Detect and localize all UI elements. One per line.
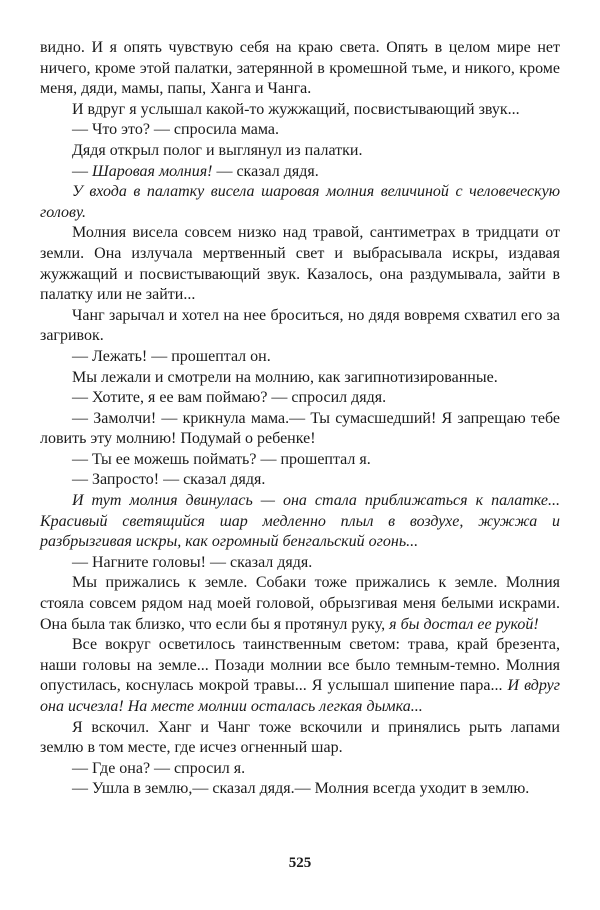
text-run: — Ушла в землю,— сказал дядя.— Молния всегда уходит в землю. — [72, 780, 530, 798]
paragraph — [40, 120, 560, 141]
page-number: 525 — [288, 855, 312, 871]
paragraph — [40, 553, 560, 574]
paragraph — [40, 141, 560, 162]
text-run: — Замолчи! — крикнула мама.— Ты сумасшедший! Я запрещаю тебе ловить эту молнию! Подумай о ребенке! — [40, 409, 560, 448]
text-run: — Нагните головы! — сказал дядя. — [72, 553, 313, 571]
paragraph — [40, 409, 560, 450]
paragraph — [40, 347, 560, 368]
paragraph — [40, 368, 560, 389]
paragraph — [40, 306, 560, 347]
paragraph — [40, 100, 560, 121]
text-run: Мы лежали и смотрели на молнию, как загипнотизированные. — [72, 368, 498, 386]
paragraph — [40, 38, 560, 100]
text-run: — сказал дядя. — [212, 162, 319, 180]
text-run: Мы прижались к земле. Собаки тоже прижались к земле. Молния стояла совсем рядом над моей головой, обрызгивая меня белыми искрами. Она была так близко, что если бы я протянул руку, — [40, 574, 560, 633]
page-body — [40, 38, 560, 800]
italic-text-run: У входа в палатку висела шаровая молния величиной с человеческую голову. — [40, 183, 560, 221]
paragraph — [40, 223, 560, 305]
text-run: — Запросто! — сказал дядя. — [72, 471, 266, 489]
italic-text-run: И вдруг она исчезла! На месте молнии осталась легкая дымка... — [40, 677, 560, 715]
paragraph — [40, 759, 560, 780]
text-run: видно. И я опять чувствую себя на краю света. Опять в целом мире нет ничего, кроме этой палатки, затерянной в кромешной тьме, и никого, кроме меня, дяди, мамы, папы, Ханга и Чанга. — [40, 39, 560, 98]
text-run: — — [72, 162, 92, 180]
paragraph — [40, 450, 560, 471]
text-run: — Лежать! — прошептал он. — [72, 347, 271, 365]
text-run: — Хотите, я ее вам поймаю? — спросил дядя. — [72, 389, 387, 407]
italic-text-run: я бы достал ее рукой! — [389, 615, 539, 633]
paragraph — [40, 573, 560, 635]
text-run: Я вскочил. Ханг и Чанг тоже вскочили и принялись рыть лапами землю в том месте, где исчез огненный шар. — [40, 718, 560, 757]
text-run: Чанг зарычал и хотел на нее броситься, но дядя вовремя схватил его за загривок. — [40, 306, 560, 345]
paragraph — [40, 388, 560, 409]
paragraph — [40, 470, 560, 491]
text-run: Все вокруг осветилось таинственным светом: трава, край брезента, наши головы на земле... Позади молнии все было темным-темно. Молния опустилась, коснулась мокрой травы... Я услышал шипение пара... — [40, 636, 560, 695]
text-run: — Что это? — спросила мама. — [72, 121, 279, 139]
paragraph — [40, 718, 560, 759]
text-run: — Где она? — спросил я. — [72, 759, 246, 777]
text-run: Молния висела совсем низко над травой, сантиметрах в тридцати от земли. Она излучала мертвенный свет и выбрасывала искры, издавая жужжащий и посвистывающий звук. Казалось, она раздумывала, зайти в палатку или не зайти... — [40, 224, 560, 304]
paragraph — [40, 779, 560, 800]
paragraph — [40, 491, 560, 553]
paragraph — [40, 162, 560, 183]
paragraph — [40, 182, 560, 223]
paragraph — [40, 635, 560, 717]
text-run: — Ты ее можешь поймать? — прошептал я. — [72, 450, 371, 468]
text-run: Дядя открыл полог и выглянул из палатки. — [72, 141, 363, 159]
italic-text-run: И тут молния двинулась — она стала приближаться к палатке... Красивый светящийся шар медленно плыл в воздухе, жужжа и разбрызгивая искры, как огромный бенгальский огонь... — [40, 492, 560, 551]
italic-text-run: Шаровая молния! — [92, 162, 213, 180]
text-run: И вдруг я услышал какой-то жужжащий, посвистывающий звук... — [72, 100, 520, 118]
